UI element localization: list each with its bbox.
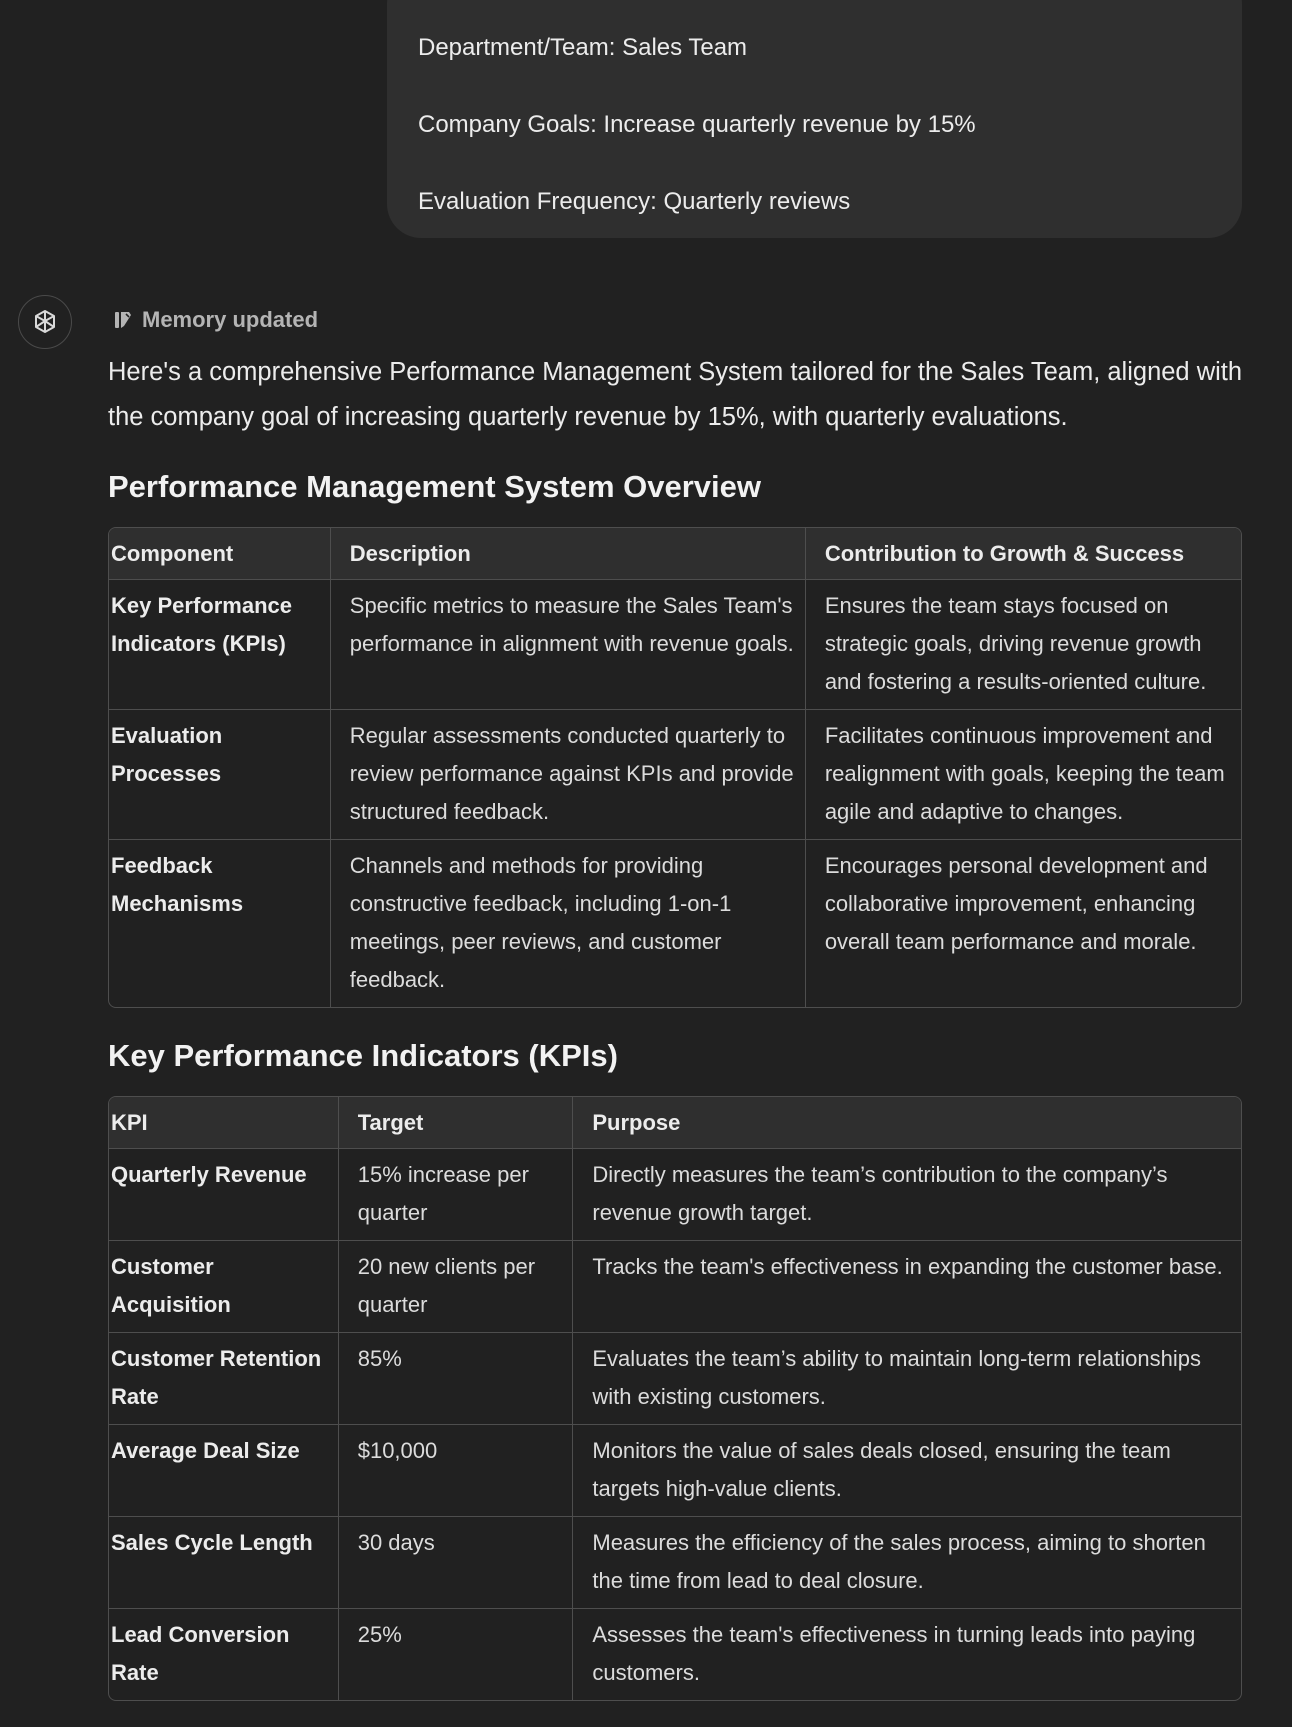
purpose-cell: Tracks the team's effectiveness in expanding the customer base. bbox=[572, 1241, 1241, 1333]
memory-edit-icon bbox=[112, 309, 134, 331]
description-cell: Regular assessments conducted quarterly to review performance against KPIs and provide structured feedback. bbox=[330, 710, 805, 840]
openai-logo-icon bbox=[30, 307, 60, 337]
kpi-cell: Customer Retention Rate bbox=[109, 1333, 338, 1425]
target-cell: $10,000 bbox=[338, 1425, 573, 1517]
purpose-cell: Directly measures the team’s contribution to the company’s revenue growth target. bbox=[572, 1149, 1241, 1241]
overview-header-description: Description bbox=[330, 528, 805, 580]
target-cell: 20 new clients per quarter bbox=[338, 1241, 573, 1333]
purpose-cell: Monitors the value of sales deals closed, ensuring the team targets high-value clients. bbox=[572, 1425, 1241, 1517]
overview-header-row bbox=[109, 528, 1241, 580]
overview-section-title: Performance Management System Overview bbox=[108, 469, 761, 504]
kpi-table bbox=[108, 1096, 1242, 1701]
table-row bbox=[109, 580, 1241, 710]
kpi-cell: Sales Cycle Length bbox=[109, 1517, 338, 1609]
component-cell: Feedback Mechanisms bbox=[111, 853, 244, 916]
kpi-header-row bbox=[109, 1097, 1241, 1149]
purpose-cell: Measures the efficiency of the sales process, aiming to shorten the time from lead to deal closure. bbox=[572, 1517, 1241, 1609]
target-cell: 30 days bbox=[338, 1517, 573, 1609]
kpi-cell: Quarterly Revenue bbox=[109, 1149, 338, 1241]
table-row bbox=[109, 1241, 1241, 1333]
target-cell: 85% bbox=[338, 1333, 573, 1425]
purpose-cell: Assesses the team's effectiveness in turning leads into paying customers. bbox=[572, 1609, 1241, 1700]
contribution-cell: Facilitates continuous improvement and realignment with goals, keeping the team agile and adaptive to changes. bbox=[805, 710, 1241, 840]
assistant-avatar bbox=[18, 295, 72, 349]
overview-table bbox=[108, 527, 1242, 1008]
table-row bbox=[109, 1333, 1241, 1425]
table-row bbox=[109, 1149, 1241, 1241]
user-message-line-frequency: Evaluation Frequency: Quarterly reviews bbox=[418, 188, 851, 215]
kpi-header-kpi: KPI bbox=[109, 1097, 338, 1149]
memory-updated-label: Memory updated bbox=[142, 307, 319, 332]
user-message-line-department: Department/Team: Sales Team bbox=[418, 34, 748, 61]
description-cell: Channels and methods for providing constructive feedback, including 1-on-1 meetings, peer reviews, and customer feedback. bbox=[330, 840, 805, 1007]
overview-header-component: Component bbox=[109, 528, 330, 580]
contribution-cell: Ensures the team stays focused on strategic goals, driving revenue growth and fostering a results-oriented culture. bbox=[805, 580, 1241, 710]
table-row bbox=[109, 1517, 1241, 1609]
table-row bbox=[109, 1609, 1241, 1700]
kpi-cell: Lead Conversion Rate bbox=[111, 1622, 290, 1685]
purpose-cell: Evaluates the team’s ability to maintain long-term relationships with existing customers. bbox=[572, 1333, 1241, 1425]
kpi-section-title: Key Performance Indicators (KPIs) bbox=[108, 1038, 618, 1073]
description-cell: Specific metrics to measure the Sales Team's performance in alignment with revenue goals. bbox=[330, 580, 805, 710]
contribution-cell: Encourages personal development and collaborative improvement, enhancing overall team performance and morale. bbox=[805, 840, 1241, 1007]
component-cell: Evaluation Processes bbox=[109, 710, 330, 840]
kpi-header-target: Target bbox=[338, 1097, 573, 1149]
table-row bbox=[109, 1425, 1241, 1517]
user-message-bubble bbox=[387, 0, 1242, 238]
table-row bbox=[109, 710, 1241, 840]
assistant-intro-text: Here's a comprehensive Performance Management System tailored for the Sales Team, aligned with the company goal of increasing quarterly revenue by 15%, with quarterly evaluations. bbox=[108, 358, 1243, 431]
target-cell: 15% increase per quarter bbox=[338, 1149, 573, 1241]
kpi-cell: Customer Acquisition bbox=[109, 1241, 338, 1333]
component-cell: Key Performance Indicators (KPIs) bbox=[109, 580, 330, 710]
target-cell: 25% bbox=[338, 1609, 573, 1700]
kpi-cell: Average Deal Size bbox=[109, 1425, 338, 1517]
overview-header-contribution: Contribution to Growth & Success bbox=[805, 528, 1241, 580]
kpi-header-purpose: Purpose bbox=[572, 1097, 1241, 1149]
memory-updated-status[interactable] bbox=[112, 303, 318, 337]
user-message-line-goals: Company Goals: Increase quarterly revenue by 15% bbox=[418, 111, 976, 138]
table-row bbox=[109, 840, 1241, 1007]
